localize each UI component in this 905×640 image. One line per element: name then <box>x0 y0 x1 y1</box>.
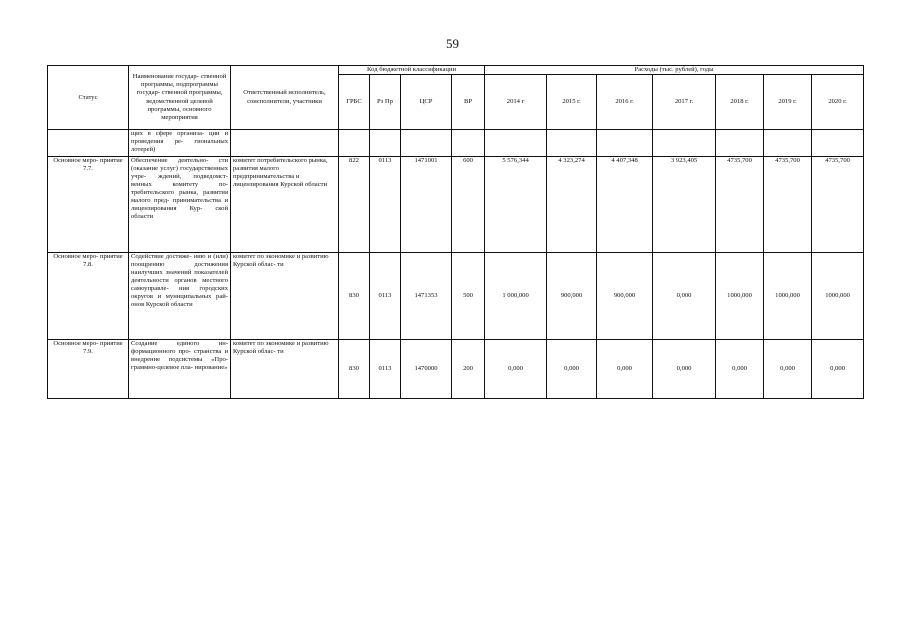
cell-name: Содействие достиже- нию и (или) поощрению достижения наилучших значений показателей деятельности органов местного самоуправле- ния городских округов и муниципальных рай- онов Курской области <box>129 253 231 340</box>
table-row <box>48 157 864 253</box>
page-number: 59 <box>446 36 459 51</box>
cell-rzpr: 0113 <box>370 340 401 399</box>
cell-value-2020: 1000,000 <box>812 253 864 340</box>
cell-empty <box>48 130 129 157</box>
cell-vr: 600 <box>452 157 485 253</box>
header-year-2014: 2014 г <box>485 75 547 130</box>
cell-grbs: 822 <box>339 157 370 253</box>
cell-rzpr: 0113 <box>370 253 401 340</box>
cell-grbs: 830 <box>339 253 370 340</box>
header-budget-code: Код бюджетной классификации <box>339 66 485 75</box>
table-row-continuation <box>48 130 864 157</box>
cell-executor: комитет по экономике и развитию Курской облас- ти <box>231 340 339 399</box>
cell-value-2019: 0,000 <box>764 340 812 399</box>
cell-value-2016: 900,000 <box>597 253 653 340</box>
table-row <box>48 253 864 340</box>
header-csr: ЦСР <box>401 75 452 130</box>
cell-csr: 1471353 <box>401 253 452 340</box>
cell-value-2017: 3 923,405 <box>653 157 716 253</box>
cell-empty <box>401 130 452 157</box>
cell-value-2017: 0,000 <box>653 340 716 399</box>
cell-value-2014: 1 000,000 <box>485 253 547 340</box>
header-expenses: Расходы (тыс. рублей), годы <box>485 66 864 75</box>
header-grbs: ГРБС <box>339 75 370 130</box>
cell-value-2015: 0,000 <box>547 340 597 399</box>
header-vr: ВР <box>452 75 485 130</box>
cell-empty <box>339 130 370 157</box>
cell-csr: 1471001 <box>401 157 452 253</box>
cell-empty <box>231 130 339 157</box>
cell-empty <box>370 130 401 157</box>
cell-value-2017: 0,000 <box>653 253 716 340</box>
header-status: Статус <box>48 66 129 130</box>
header-row-1 <box>48 66 864 75</box>
cell-value-2014: 5 576,344 <box>485 157 547 253</box>
cell-value-2019: 4735,700 <box>764 157 812 253</box>
cell-rzpr: 0113 <box>370 157 401 253</box>
cell-name: Обеспечение деятельно- сти (оказание услуг) государственных учре- ждений, подведомст- венных комитету по- требительского рынка, развития малого пред- принимательства и лицензирования Кур- ской области <box>129 157 231 253</box>
cell-value-2015: 4 323,274 <box>547 157 597 253</box>
cell-empty <box>485 130 547 157</box>
cell-empty <box>764 130 812 157</box>
cell-vr: 200 <box>452 340 485 399</box>
header-year-2019: 2019 г. <box>764 75 812 130</box>
cell-csr: 1470000 <box>401 340 452 399</box>
cell-vr: 500 <box>452 253 485 340</box>
cell-status: Основное меро- приятие 7.9. <box>48 340 129 399</box>
cell-executor: комитет по экономике и развитию Курской облас- ти <box>231 253 339 340</box>
header-year-2018: 2018 г. <box>716 75 764 130</box>
header-year-2015: 2015 г. <box>547 75 597 130</box>
cell-value-2016: 0,000 <box>597 340 653 399</box>
cell-value-2018: 4735,700 <box>716 157 764 253</box>
cell-empty <box>812 130 864 157</box>
header-name: Наименование государ- ственной программы, подпрограммы государ- ственной программы, ведомственной целевой программы, основного мероприятия <box>129 66 231 130</box>
header-year-2020: 2020 г. <box>812 75 864 130</box>
cell-empty <box>653 130 716 157</box>
cell-grbs: 830 <box>339 340 370 399</box>
header-year-2017: 2017 г. <box>653 75 716 130</box>
cell-value-2018: 1000,000 <box>716 253 764 340</box>
cell-value-2014: 0,000 <box>485 340 547 399</box>
cell-value-2020: 0,000 <box>812 340 864 399</box>
cell-empty <box>597 130 653 157</box>
cell-empty <box>716 130 764 157</box>
cell-name: Создание единого ин- формационного про- странства и внедрение подсистемы «Про- граммно-целевое пла- нирование» <box>129 340 231 399</box>
header-rzpr: Рз Пр <box>370 75 401 130</box>
cell-empty <box>547 130 597 157</box>
cell-value-2019: 1000,000 <box>764 253 812 340</box>
cell-value-2018: 0,000 <box>716 340 764 399</box>
cell-value-2016: 4 407,348 <box>597 157 653 253</box>
cell-status: Основное меро- приятие 7.7. <box>48 157 129 253</box>
cell-status: Основное меро- приятие 7.8. <box>48 253 129 340</box>
cell-empty <box>452 130 485 157</box>
header-year-2016: 2016 г. <box>597 75 653 130</box>
cell-value-2020: 4735,700 <box>812 157 864 253</box>
cell-value-2015: 900,000 <box>547 253 597 340</box>
budget-table <box>47 65 864 399</box>
cell-continuation-name: щих в сфере организа- ции и проведения ре- гиональных лотерей) <box>129 130 231 157</box>
cell-executor: комитет потребительского рынка, развития малого предпринимательства и лицензирования Курской области <box>231 157 339 253</box>
header-executor: Ответственный исполнитель, соисполнители, участники <box>231 66 339 130</box>
table-row <box>48 340 864 399</box>
